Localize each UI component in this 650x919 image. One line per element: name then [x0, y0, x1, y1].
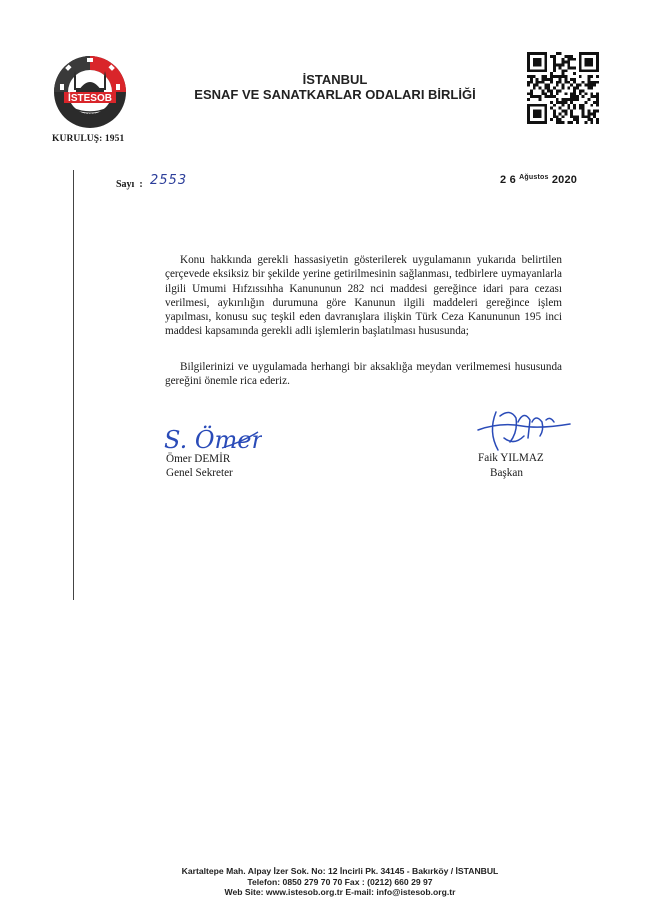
date-month: Ağustos	[519, 174, 549, 181]
reference-number: 2553	[150, 173, 188, 188]
org-city: İSTANBUL	[302, 72, 368, 87]
document-date	[500, 174, 577, 186]
organization-name	[150, 72, 520, 102]
qr-code	[527, 52, 599, 124]
signature-ink-text: S. Ömer	[164, 426, 262, 454]
footer-address: Kartaltepe Mah. Alpay İzer Sok. No: 12 İncirli Pk. 34145 - Bakırköy / İSTANBUL	[181, 866, 499, 876]
signatory-name-left: Ömer DEMİR	[166, 453, 231, 465]
reference-label: Sayı :	[116, 179, 143, 190]
footer-web: Web Site: www.istesob.org.tr E-mail: info@istesob.org.tr	[224, 887, 456, 897]
signatory-title-right: Başkan	[490, 467, 523, 479]
date-day: 2 6	[500, 174, 516, 186]
founded-year: KURULUŞ: 1951	[52, 134, 125, 144]
date-year: 2020	[551, 174, 578, 186]
svg-text:1951: 1951	[84, 113, 96, 119]
footer-contact	[130, 866, 550, 898]
signature-faik-yilmaz	[470, 402, 580, 454]
istesob-logo	[52, 54, 128, 130]
signatory-name-right: Faik YILMAZ	[478, 452, 544, 464]
margin-rule	[73, 170, 74, 600]
body-paragraph-2: Bilgilerinizi ve uygulamada herhangi bir aksaklığa meydan verilmemesi hususunda gereğini önemle rica ederiz.	[165, 361, 562, 388]
svg-text:İSTESOB: İSTESOB	[68, 93, 112, 104]
footer-phone: Telefon: 0850 279 70 70 Fax : (0212) 660 29 97	[247, 876, 433, 887]
org-title: ESNAF VE SANATKARLAR ODALARI BİRLİĞİ	[194, 87, 476, 102]
signatory-title-left: Genel Sekreter	[166, 467, 233, 479]
body-paragraph-1: Konu hakkında gerekli hassasiyetin gösterilerek uygulamanın yukarıda belirtilen çerçevede eksiksiz bir şekilde yerine getirilmesinin sağlanması, tedbirlere uymayanlarla ilgili Umumi Hıfzıssıhha Kanununun 282 nci maddesi gereğince idari para cezası verilmesi, aykırılığın durumuna göre Kanunun ilgili maddeleri gereğince işlem yapılması, konusu suç teşkil eden davranışlara ilişkin Türk Ceza Kanununun 195 inci maddesi kapsamında gerekli adli işlemlerin başlatılması hususunda;	[165, 254, 562, 338]
signature-omer-demir	[162, 418, 262, 456]
